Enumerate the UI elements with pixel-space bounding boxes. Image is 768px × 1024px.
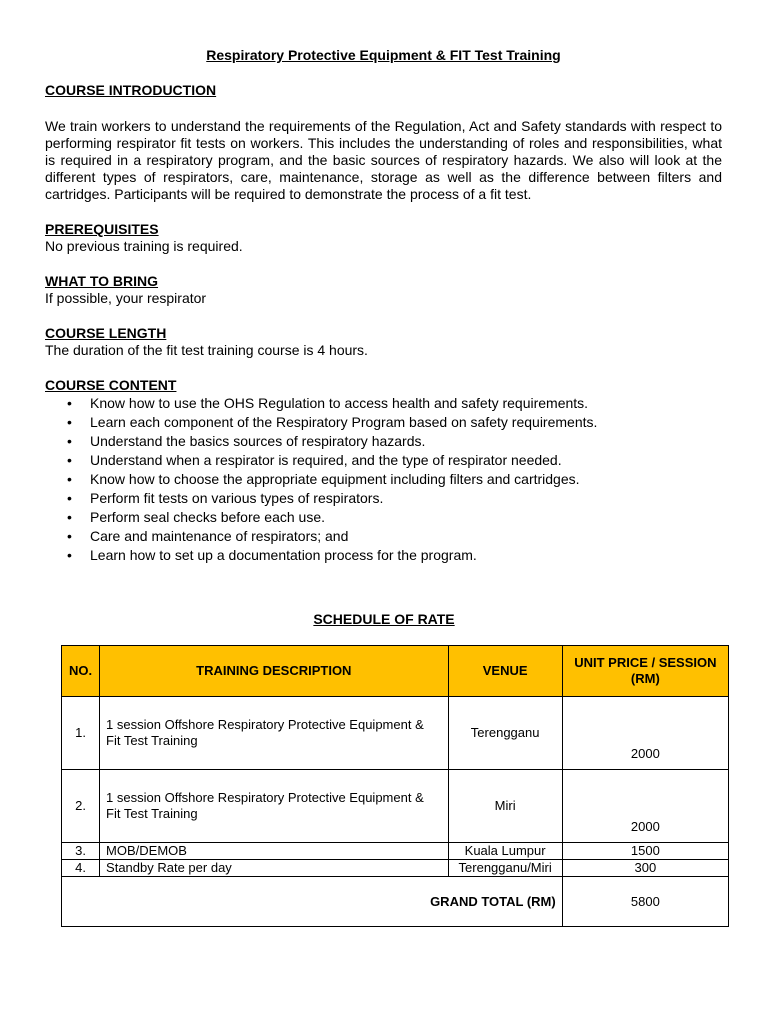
course-length-text: The duration of the fit test training course is 4 hours.: [45, 342, 368, 358]
schedule-of-rate-table: [61, 645, 729, 927]
row-venue: Terengganu: [448, 697, 562, 770]
row-description: Standby Rate per day: [100, 860, 449, 877]
table-row: [62, 860, 729, 877]
list-item: • Learn how to set up a documentation process for the program.: [45, 546, 722, 565]
row-no: 4.: [62, 860, 100, 877]
row-description: 1 session Offshore Respiratory Protective Equipment & Fit Test Training: [100, 770, 449, 843]
row-no: 1.: [62, 697, 100, 770]
heading-course-introduction: COURSE INTRODUCTION: [45, 82, 217, 98]
list-item: • Understand the basics sources of respiratory hazards.: [45, 432, 722, 451]
heading-what-to-bring: WHAT TO BRING: [45, 273, 159, 289]
row-venue: Terengganu/Miri: [448, 860, 562, 877]
header-training-description: TRAINING DESCRIPTION: [100, 646, 449, 697]
list-item: • Know how to use the OHS Regulation to access health and safety requirements.: [45, 394, 722, 413]
row-price: 2000: [562, 697, 728, 770]
table-row: [62, 770, 729, 843]
document-body: [45, 47, 722, 565]
heading-course-content: COURSE CONTENT: [45, 377, 177, 393]
course-introduction-text: We train workers to understand the requirements of the Regulation, Act and Safety standards with respect to performing respirator fit tests on workers. This includes the understanding of roles and responsibilities, what is required in a respiratory program, and the basic sources of respiratory hazards. We also will look at the different types of respirators, care, maintenance, storage as well as the difference between filters and cartridges. Participants will be required to demonstrate the process of a fit test.: [45, 118, 722, 202]
header-venue: VENUE: [448, 646, 562, 697]
list-item: • Know how to choose the appropriate equipment including filters and cartridges.: [45, 470, 722, 489]
row-description: MOB/DEMOB: [100, 843, 449, 860]
grand-total-value: 5800: [562, 877, 728, 927]
row-venue: Kuala Lumpur: [448, 843, 562, 860]
what-to-bring-text: If possible, your respirator: [45, 290, 207, 306]
heading-prerequisites: PREREQUISITES: [45, 221, 159, 237]
row-venue: Miri: [448, 770, 562, 843]
grand-total-label: GRAND TOTAL (RM): [62, 877, 563, 927]
table-row: [62, 697, 729, 770]
row-no: 2.: [62, 770, 100, 843]
row-price: 2000: [562, 770, 728, 843]
row-price: 1500: [562, 843, 728, 860]
list-item: • Perform seal checks before each use.: [45, 508, 722, 527]
grand-total-row: [62, 877, 729, 927]
list-item: • Perform fit tests on various types of respirators.: [45, 489, 722, 508]
course-content-list: [45, 394, 722, 565]
document-title: Respiratory Protective Equipment & FIT Test Training: [206, 47, 561, 63]
list-item: • Care and maintenance of respirators; and: [45, 527, 722, 546]
schedule-title: SCHEDULE OF RATE: [313, 611, 455, 627]
prerequisites-text: No previous training is required.: [45, 238, 243, 254]
table-row: [62, 843, 729, 860]
table-header-row: [62, 646, 729, 697]
list-item: • Understand when a respirator is required, and the type of respirator needed.: [45, 451, 722, 470]
header-unit-price: UNIT PRICE / SESSION (RM): [562, 646, 728, 697]
row-price: 300: [562, 860, 728, 877]
heading-course-length: COURSE LENGTH: [45, 325, 167, 341]
row-description: 1 session Offshore Respiratory Protective Equipment & Fit Test Training: [100, 697, 449, 770]
header-no: NO.: [62, 646, 100, 697]
list-item: • Learn each component of the Respiratory Program based on safety requirements.: [45, 413, 722, 432]
row-no: 3.: [62, 843, 100, 860]
